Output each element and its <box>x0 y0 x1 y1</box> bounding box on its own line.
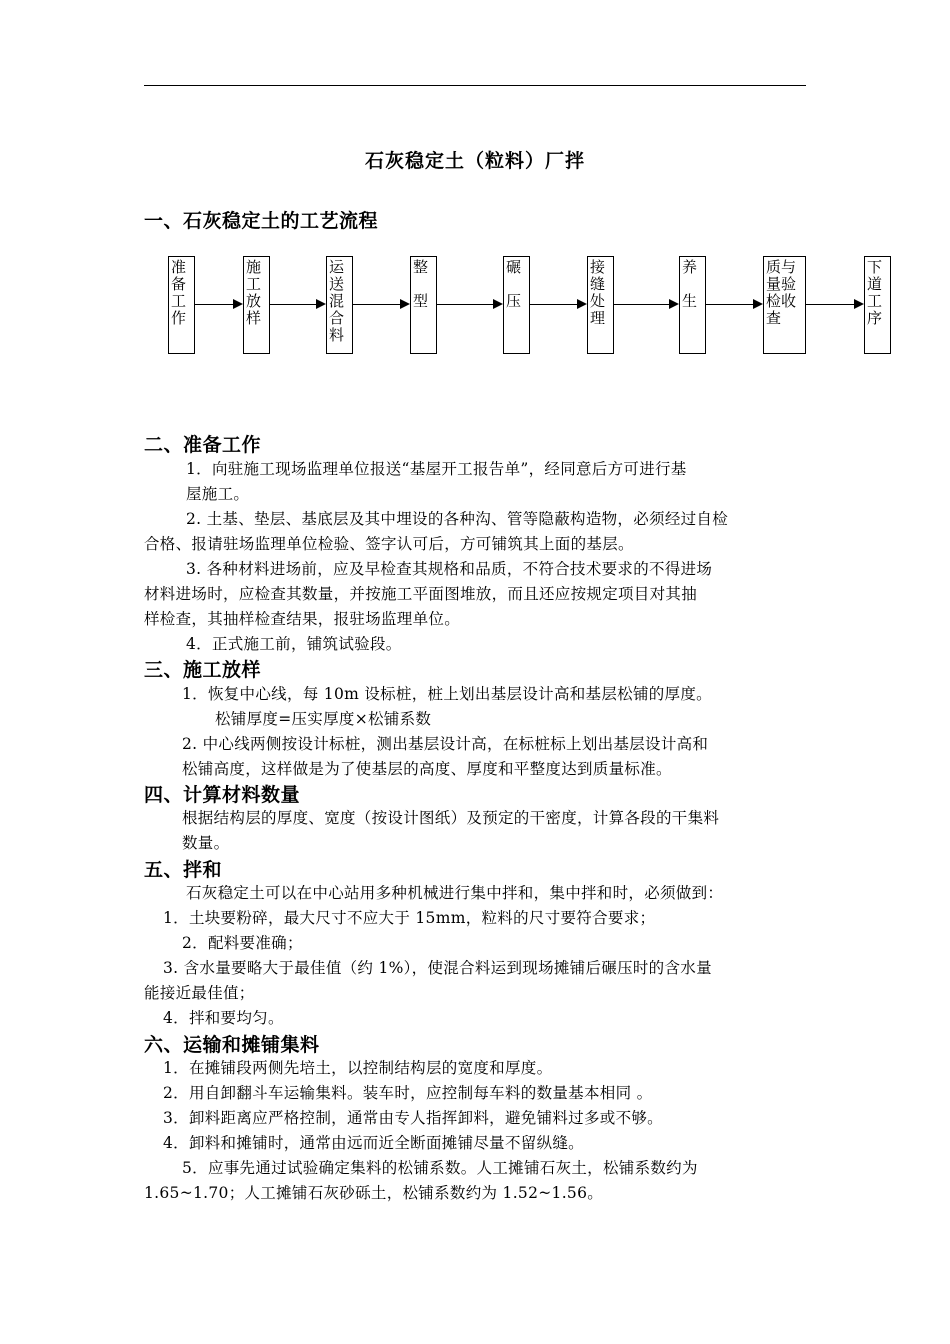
section-heading-5: 五、拌和 <box>144 859 223 881</box>
flow-step-5: 碾 压 <box>503 256 530 354</box>
paragraph-line: 4．拌和要均匀。 <box>163 1009 284 1027</box>
paragraph-line: 3．卸料距离应严格控制，通常由专人指挥卸料，避免铺料过多或不够。 <box>163 1109 663 1127</box>
flow-arrow-6 <box>614 304 677 305</box>
paragraph-line: 5．应事先通过试验确定集料的松铺系数。人工摊铺石灰土，松铺系数约为 <box>182 1159 698 1177</box>
paragraph-line: 4．正式施工前，铺筑试验段。 <box>186 635 402 653</box>
paragraph-line: 合格、报请驻场监理单位检验、签字认可后，方可铺筑其上面的基层。 <box>144 535 634 553</box>
paragraph-line: 能接近最佳值； <box>144 984 255 1002</box>
paragraph-line: 松铺厚度=压实厚度×松铺系数 <box>215 710 432 728</box>
section-heading-1: 一、石灰稳定土的工艺流程 <box>144 210 379 232</box>
paragraph-line: 2. 土基、垫层、基底层及其中埋设的各种沟、管等隐蔽构造物，必须经过自检 <box>186 510 729 528</box>
section-heading-3: 三、施工放样 <box>144 659 262 681</box>
paragraph-line: 松铺高度，这样做是为了使基层的高度、厚度和平整度达到质量标准。 <box>182 760 672 778</box>
paragraph-line: 1．恢复中心线，每 10m 设标桩，桩上划出基层设计高和基层松铺的厚度。 <box>182 685 712 703</box>
flow-step-8: 质与量验检收查 <box>763 256 806 354</box>
section-heading-4: 四、计算材料数量 <box>144 784 301 806</box>
section-heading-2: 二、准备工作 <box>144 434 262 456</box>
flow-step-2: 施工放样 <box>243 256 270 354</box>
flow-arrow-5 <box>530 304 585 305</box>
paragraph-line: 数量。 <box>182 834 230 852</box>
paragraph-line: 根据结构层的厚度、宽度（按设计图纸）及预定的干密度，计算各段的干集料 <box>182 809 720 827</box>
paragraph-line: 3. 各种材料进场前，应及早检查其规格和品质，不符合技术要求的不得进场 <box>186 560 713 578</box>
flow-step-3: 运送混合料 <box>326 256 353 354</box>
flow-step-6: 接缝处理 <box>587 256 614 354</box>
flow-step-4: 整 型 <box>410 256 437 354</box>
paragraph-line: 材料进场时，应检查其数量，并按施工平面图堆放，而且还应按规定项目对其抽 <box>144 585 698 603</box>
flow-arrow-7 <box>706 304 761 305</box>
paragraph-line: 1.65~1.70；人工摊铺石灰砂砾土，松铺系数约为 1.52~1.56。 <box>144 1184 604 1202</box>
page-title: 石灰稳定土（粒料）厂拌 <box>364 150 585 172</box>
process-flowchart <box>160 250 900 365</box>
paragraph-line: 4．卸料和摊铺时，通常由远而近全断面摊铺尽量不留纵缝。 <box>163 1134 584 1152</box>
flow-step-7: 养 生 <box>679 256 706 354</box>
flow-arrow-2 <box>270 304 324 305</box>
paragraph-line: 样检查，其抽样检查结果，报驻场监理单位。 <box>144 610 461 628</box>
flow-arrow-4 <box>437 304 501 305</box>
flow-step-9: 下道工序 <box>864 256 891 354</box>
flow-arrow-8 <box>806 304 862 305</box>
paragraph-line: 1．在摊铺段两侧先培土，以控制结构层的宽度和厚度。 <box>163 1059 553 1077</box>
paragraph-line: 屋施工。 <box>186 485 250 503</box>
flow-arrow-1 <box>195 304 241 305</box>
section-heading-6: 六、运输和摊铺集料 <box>144 1034 320 1056</box>
paragraph-line: 1．向驻施工现场监理单位报送“基屋开工报告单”，经同意后方可进行基 <box>186 460 687 478</box>
paragraph-line: 1．土块要粉碎，最大尺寸不应大于 15mm，粒料的尺寸要符合要求； <box>163 909 656 927</box>
paragraph-line: 2．配料要准确； <box>182 934 303 952</box>
paragraph-line: 2. 中心线两侧按设计标桩，测出基层设计高，在标桩标上划出基层设计高和 <box>182 735 709 753</box>
paragraph-line: 3. 含水量要略大于最佳值（约 1%），使混合料运到现场摊铺后碾压时的含水量 <box>163 959 712 977</box>
paragraph-line: 2．用自卸翻斗车运输集料。装车时，应控制每车料的数量基本相同 。 <box>163 1084 653 1102</box>
flow-arrow-3 <box>353 304 408 305</box>
header-rule <box>144 85 806 86</box>
flow-step-1: 准备工作 <box>168 256 195 354</box>
paragraph-line: 石灰稳定土可以在中心站用多种机械进行集中拌和，集中拌和时，必须做到： <box>186 884 724 902</box>
